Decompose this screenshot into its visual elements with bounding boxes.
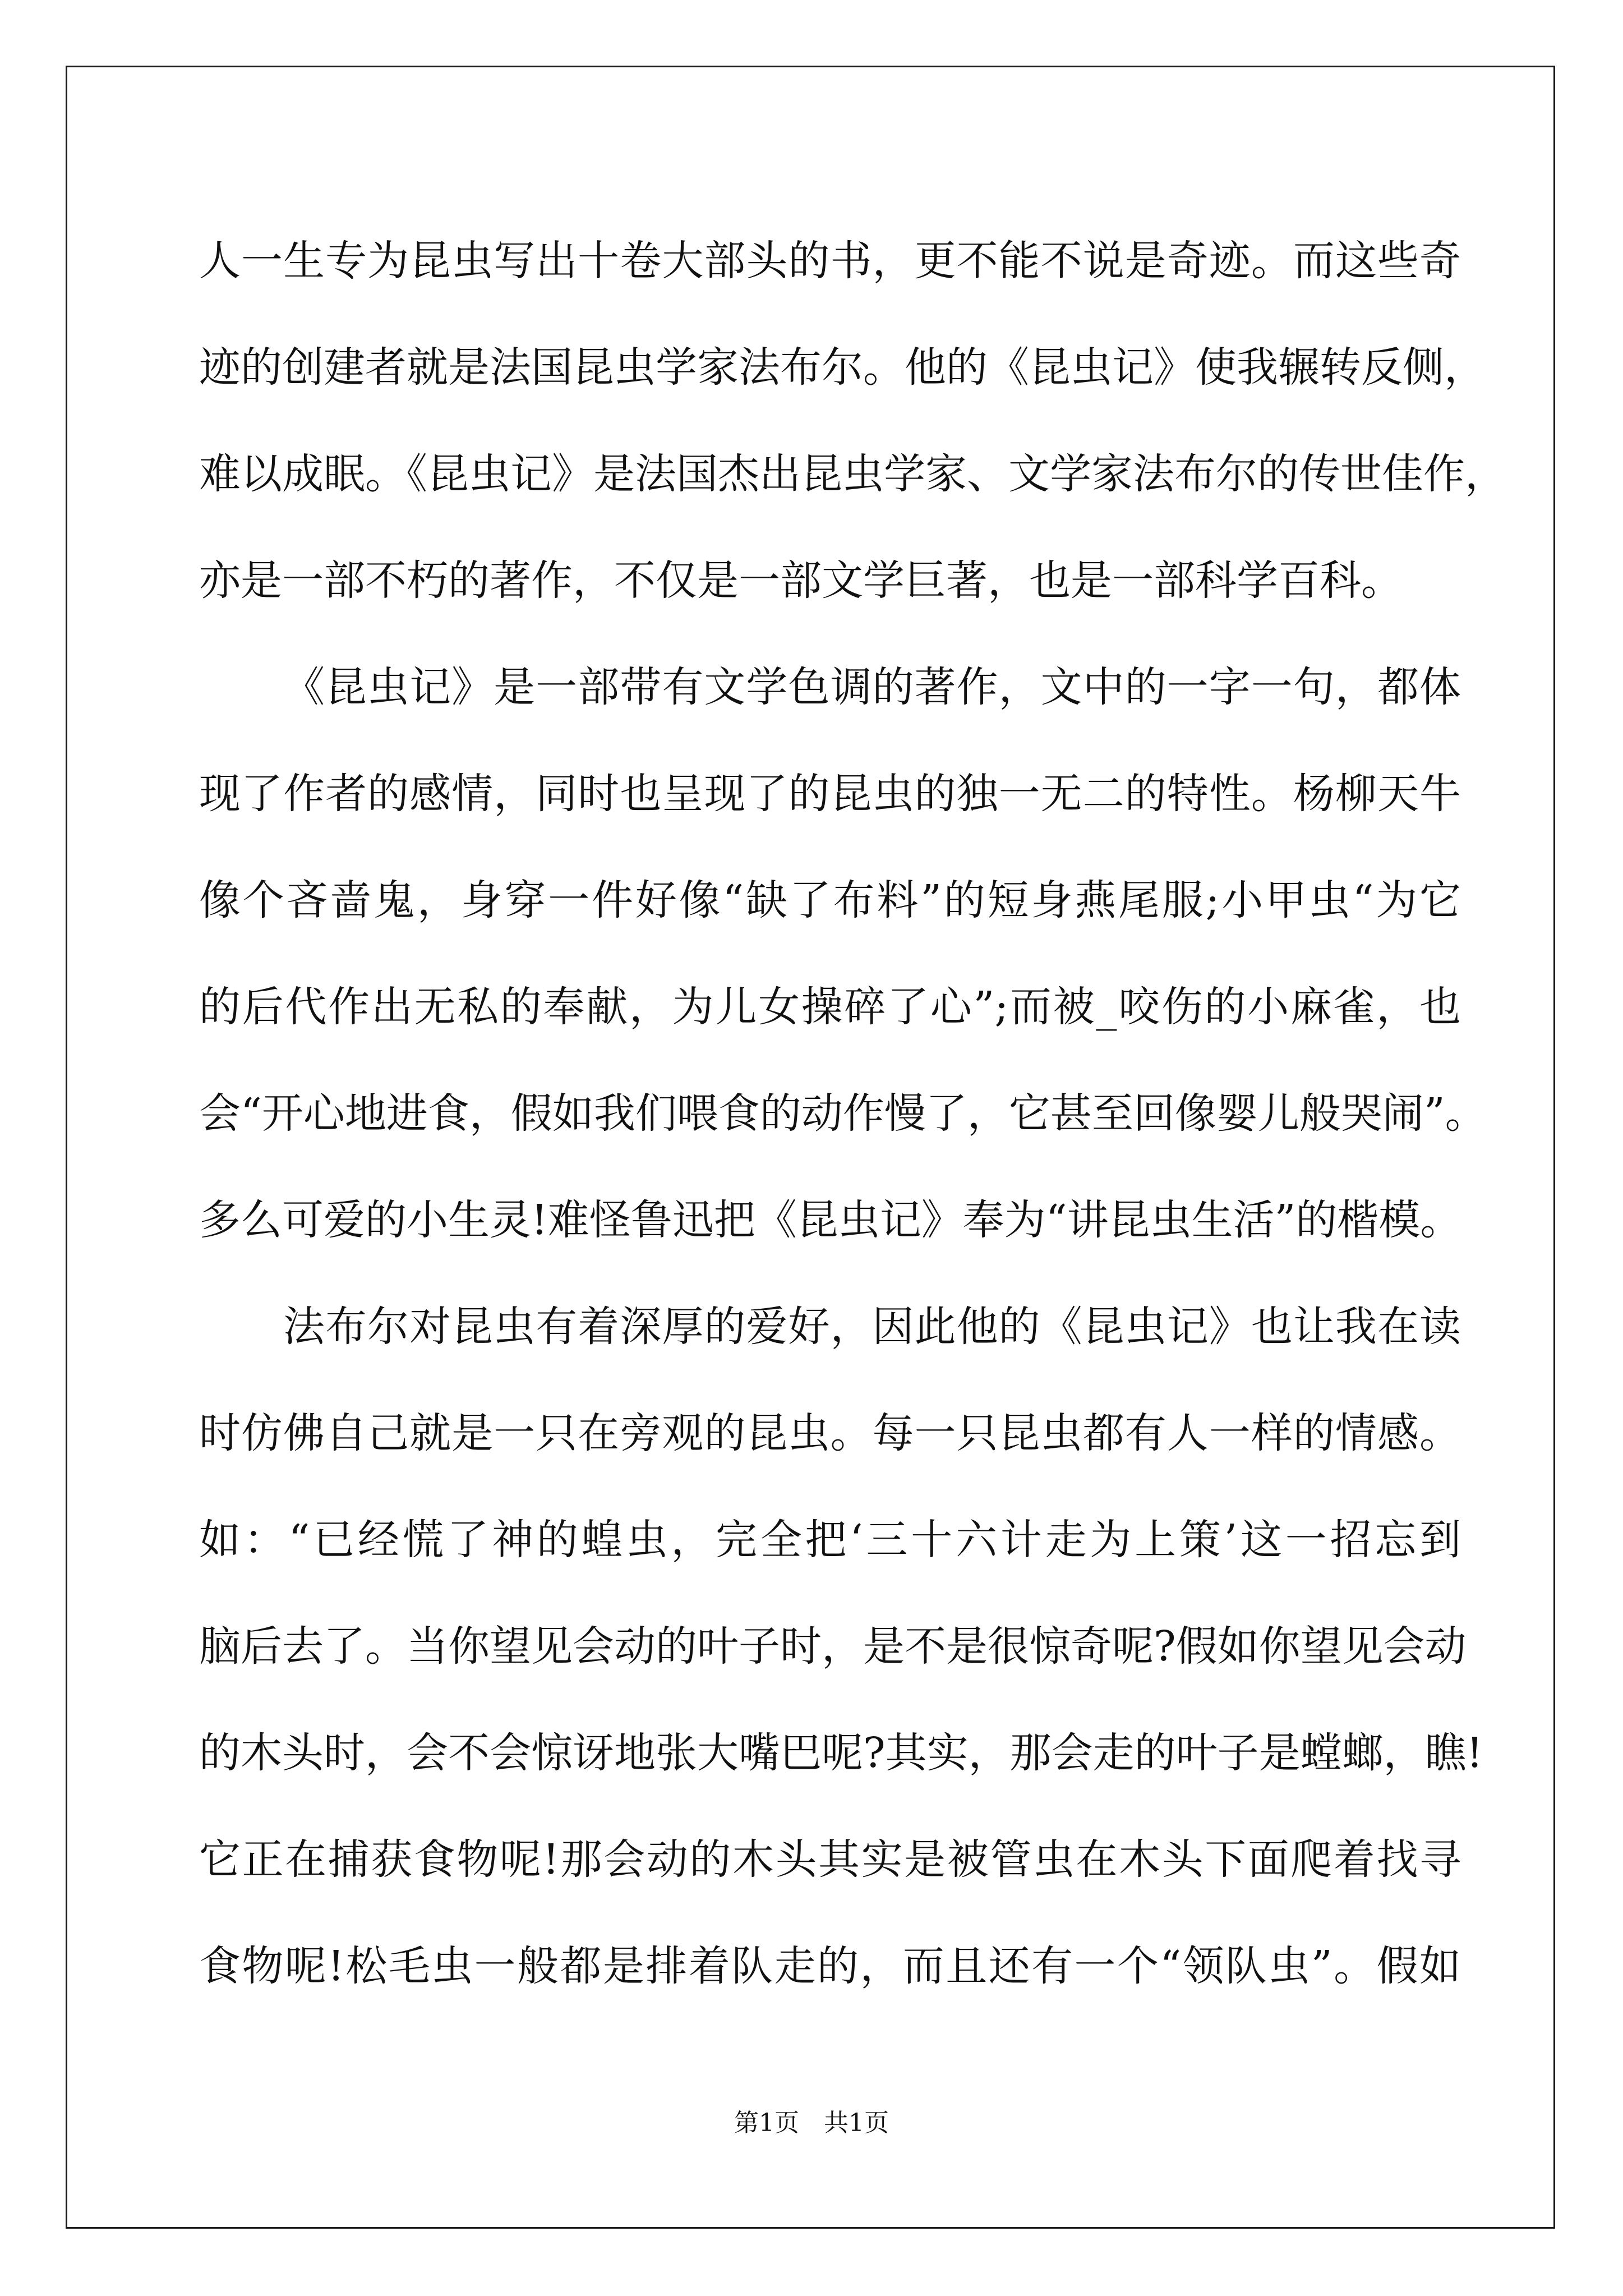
text-line: 的后代作出无私的奉献，为儿女操碎了心”;而被_咬伤的小麻雀，也	[199, 983, 1461, 1031]
document-body	[199, 208, 1506, 2019]
text-line: 迹的创建者就是法国昆虫学家法布尔。他的《昆虫记》使我辗转反侧，	[199, 343, 1486, 392]
text-line: 它正在捕获食物呢!那会动的木头其实是被管虫在木头下面爬着找寻	[199, 1835, 1461, 1884]
text-line: 亦是一部不朽的著作，不仅是一部文学巨著，也是一部科学百科。	[199, 556, 1403, 605]
text-line: 《昆虫记》是一部带有文学色调的著作，文中的一字一句，都体	[283, 663, 1461, 711]
text-line: 时仿佛自己就是一只在旁观的昆虫。每一只昆虫都有人一样的情感。	[199, 1409, 1461, 1457]
page-footer: 第1页 共1页	[734, 2109, 889, 2137]
text-line: 的木头时，会不会惊讶地张大嘴巴呢?其实，那会走的叶子是螳螂，瞧!	[199, 1729, 1483, 1777]
text-line: 会“开心地进食，假如我们喂食的动作慢了，它甚至回像婴儿般哭闹”。	[199, 1089, 1487, 1138]
text-line: 法布尔对昆虫有着深厚的爱好，因此他的《昆虫记》也让我在读	[283, 1303, 1461, 1351]
text-line: 如：“已经慌了神的蝗虫，完全把‘三十六计走为上策’这一招忘到	[199, 1516, 1461, 1564]
text-line: 难以成眠。《昆虫记》是法国杰出昆虫学家、文学家法布尔的传世佳作，	[199, 450, 1506, 498]
text-line: 像个吝啬鬼，身穿一件好像“缺了布料”的短身燕尾服;小甲虫“为它	[199, 876, 1461, 924]
text-line: 人一生专为昆虫写出十卷大部头的书，更不能不说是奇迹。而这些奇	[199, 237, 1461, 285]
text-line: 现了作者的感情，同时也呈现了的昆虫的独一无二的特性。杨柳天牛	[199, 770, 1461, 818]
text-line: 脑后去了。当你望见会动的叶子时，是不是很惊奇呢?假如你望见会动	[199, 1622, 1467, 1671]
text-line: 食物呢!松毛虫一般都是排着队走的，而且还有一个“领队虫”。假如	[199, 1942, 1461, 1990]
text-line: 多么可爱的小生灵!难怪鲁迅把《昆虫记》奉为“讲昆虫生活”的楷模。	[199, 1196, 1462, 1244]
